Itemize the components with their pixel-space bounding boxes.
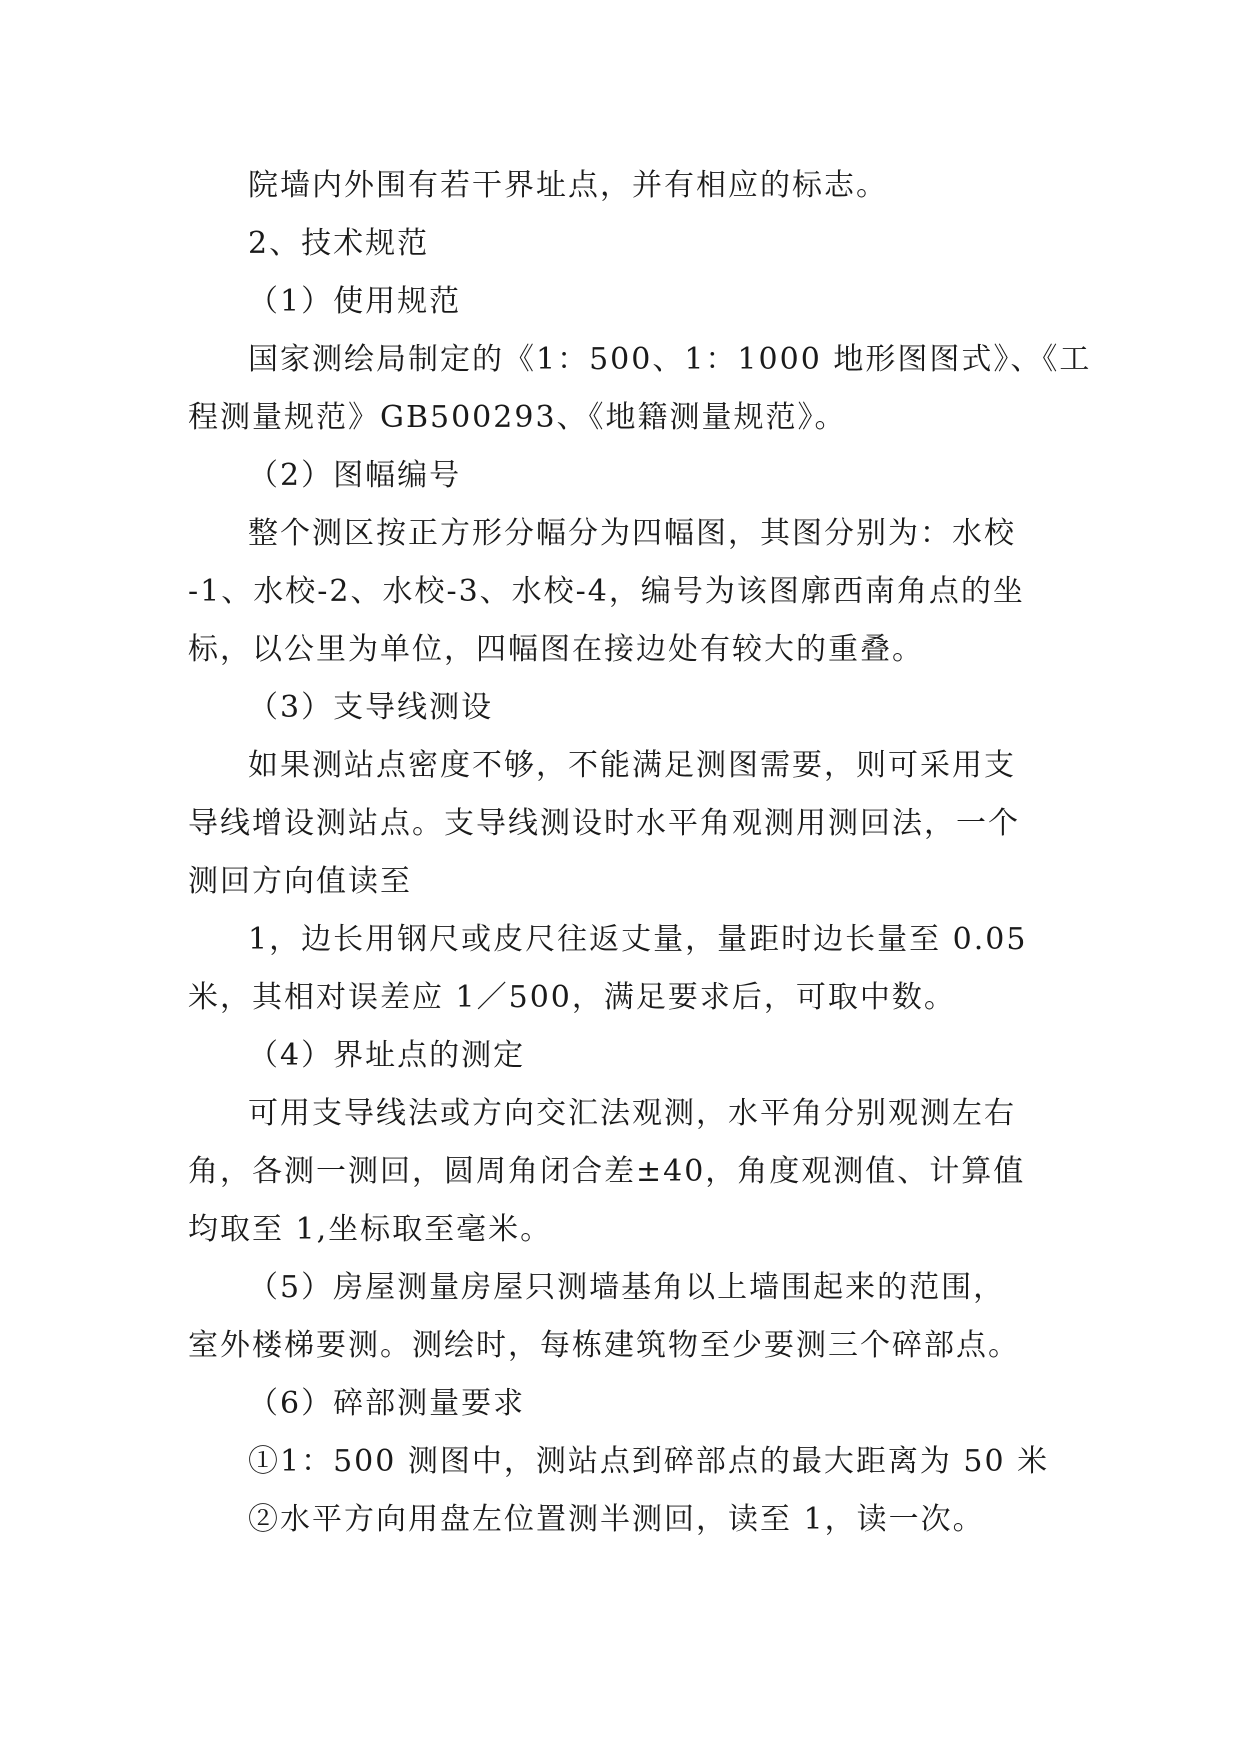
text-line: 标，以公里为单位，四幅图在接边处有较大的重叠。: [188, 632, 924, 667]
text-line: （2）图幅编号: [248, 458, 462, 493]
text-line: 国家测绘局制定的《1：500、1：1000 地形图图式》、《工: [248, 342, 1092, 377]
text-line: 程测量规范》GB500293、《地籍测量规范》。: [188, 400, 847, 435]
text-line: 角，各测一测回，圆周角闭合差±40，角度观测值、计算值: [188, 1154, 1026, 1189]
text-line: 1，边长用钢尺或皮尺往返丈量，量距时边长量至 0.05: [248, 922, 1028, 957]
text-line: 2、技术规范: [248, 226, 430, 261]
text-line: 如果测站点密度不够，不能满足测图需要，则可采用支: [248, 748, 1016, 783]
text-line: （4）界址点的测定: [248, 1038, 526, 1073]
text-line: 室外楼梯要测。测绘时，每栋建筑物至少要测三个碎部点。: [188, 1328, 1020, 1363]
text-line: -1、水校-2、水校-3、水校-4，编号为该图廓西南角点的坐: [188, 574, 1025, 609]
text-line: 测回方向值读至: [188, 864, 412, 899]
document-body: [188, 157, 1092, 1549]
text-line: 可用支导线法或方向交汇法观测，水平角分别观测左右: [248, 1096, 1016, 1131]
text-line: （5）房屋测量房屋只测墙基角以上墙围起来的范围，: [248, 1270, 1006, 1305]
text-line: （1）使用规范: [248, 284, 462, 319]
text-line: 院墙内外围有若干界址点，并有相应的标志。: [248, 168, 888, 203]
text-line: 导线增设测站点。支导线测设时水平角观测用测回法，一个: [188, 806, 1020, 841]
text-line: （3）支导线测设: [248, 690, 494, 725]
text-line: ②水平方向用盘左位置测半测回，读至 1，读一次。: [248, 1502, 985, 1537]
text-line: 整个测区按正方形分幅分为四幅图，其图分别为：水校: [248, 516, 1016, 551]
text-line: ①1：500 测图中，测站点到碎部点的最大距离为 50 米: [248, 1444, 1050, 1479]
text-line: （6）碎部测量要求: [248, 1386, 526, 1421]
text-line: 均取至 1,坐标取至毫米。: [188, 1212, 553, 1247]
text-line: 米，其相对误差应 1／500，满足要求后，可取中数。: [188, 980, 956, 1015]
